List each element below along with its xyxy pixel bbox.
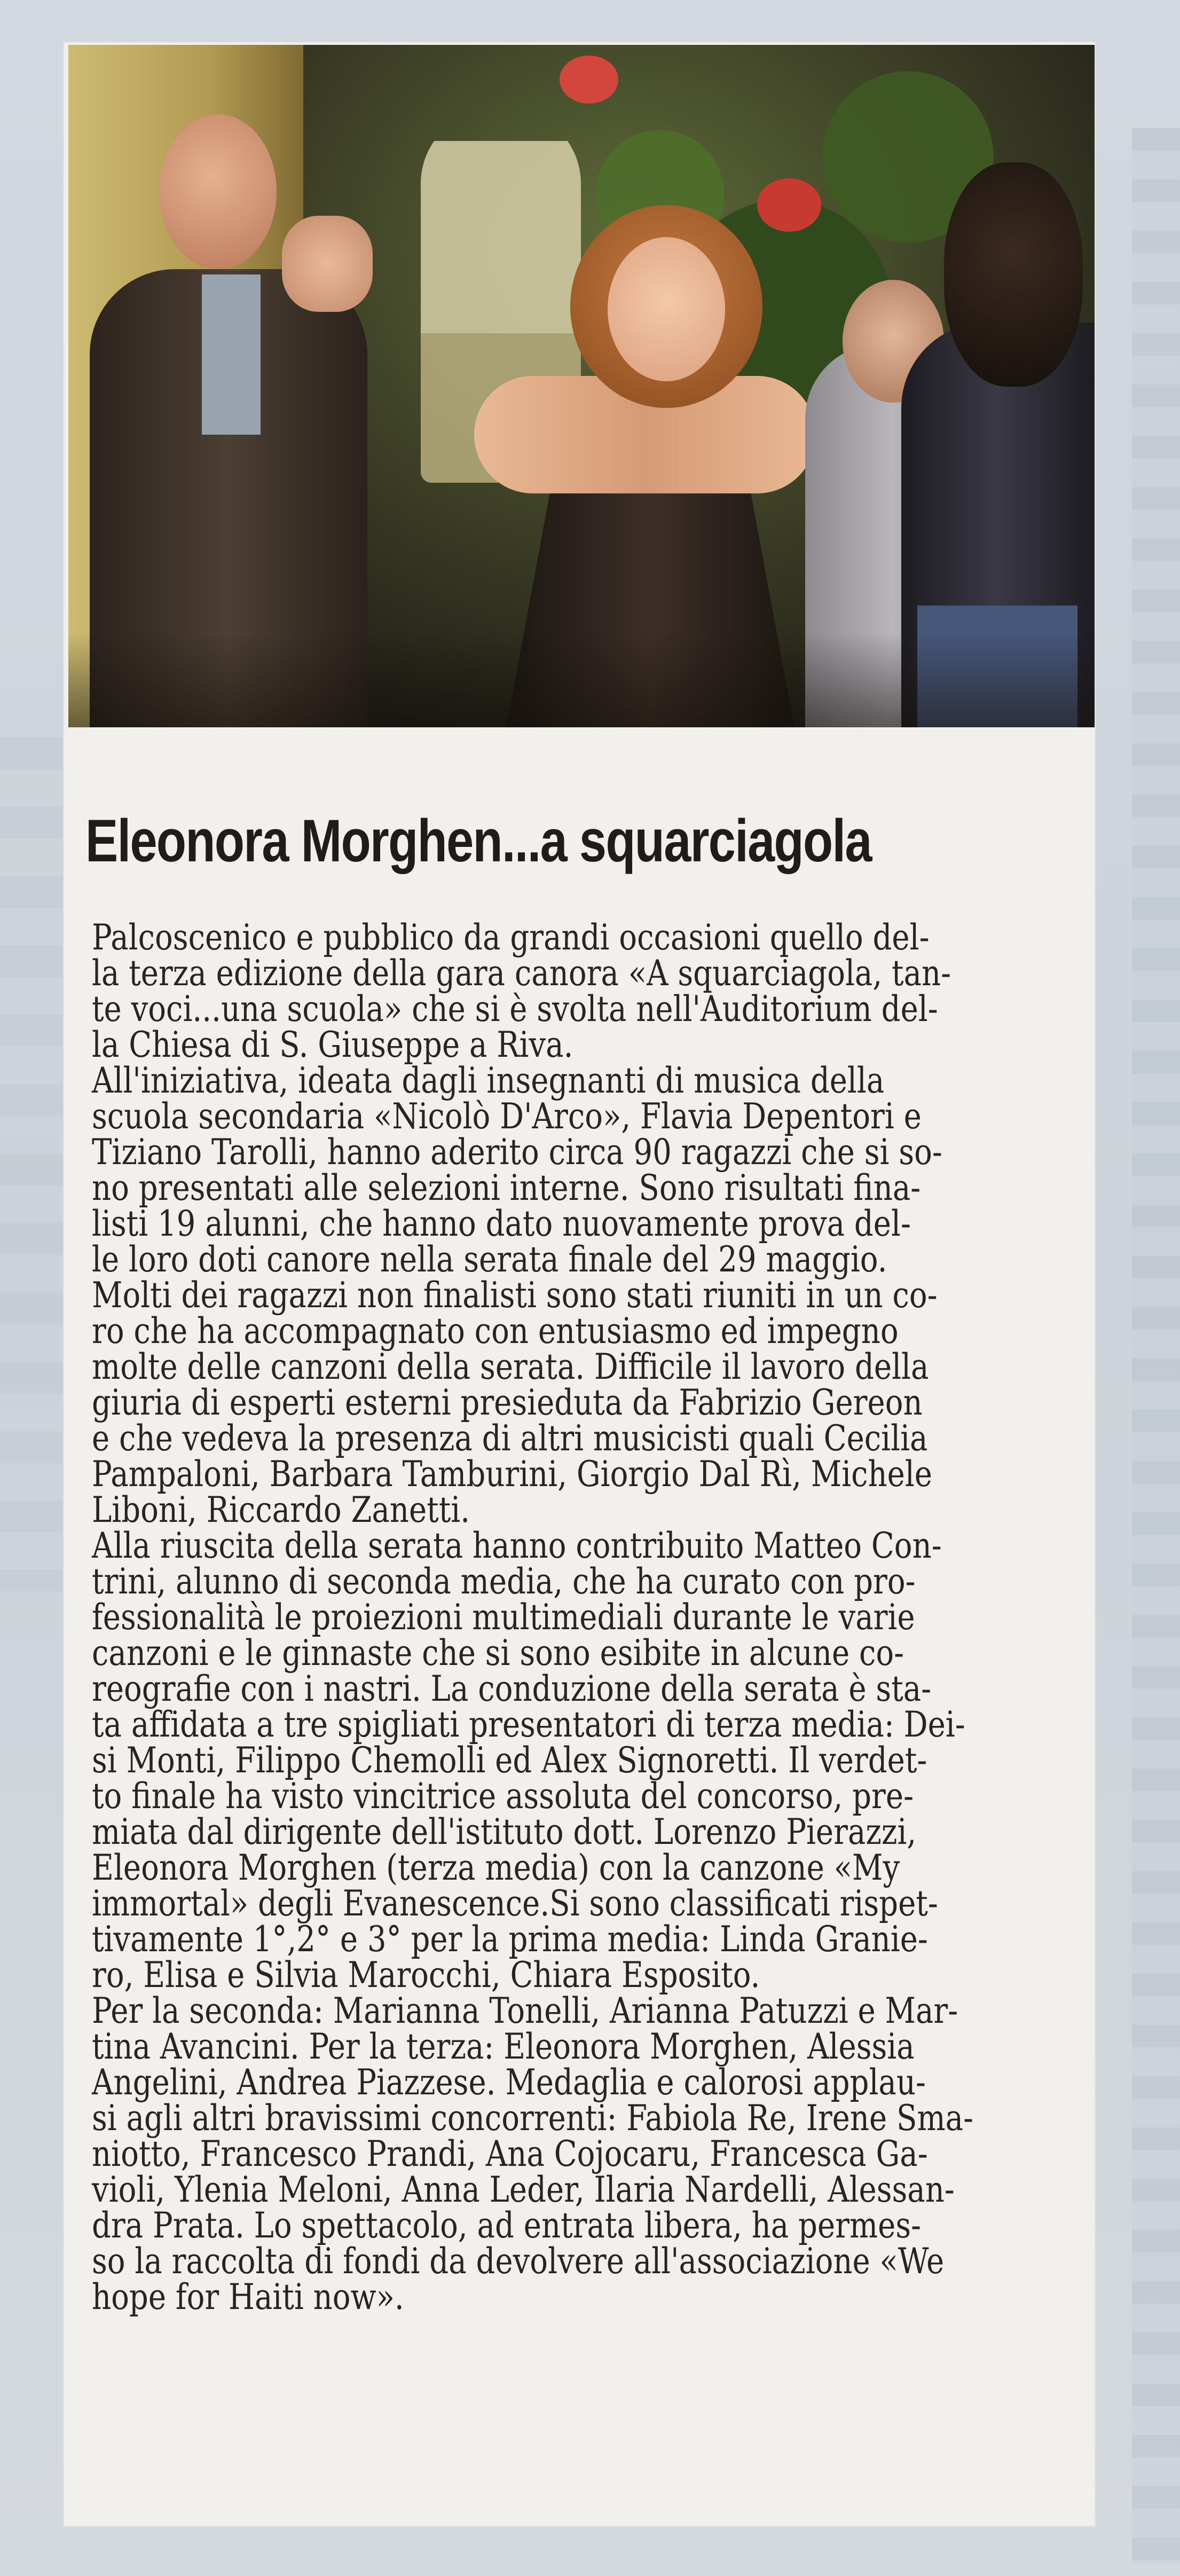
article-text-line: immortal» degli Evanescence.Si sono classificati rispet- <box>92 1883 938 1924</box>
article-text-line: Molti dei ragazzi non finalisti sono stati riuniti in un co- <box>92 1275 938 1316</box>
article-text-line: si Monti, Filippo Chemolli ed Alex Signoretti. Il verdet- <box>92 1740 927 1781</box>
article-text-line: hope for Haiti now». <box>92 2276 404 2318</box>
article-text-line: trini, alunno di seconda media, che ha curato con pro- <box>92 1561 916 1602</box>
article-text-line: Liboni, Riccardo Zanetti. <box>92 1489 470 1530</box>
article-text-line: so la raccolta di fondi da devolvere all'associazione «We <box>92 2241 945 2282</box>
article-text-line: canzoni e le ginnaste che si sono esibite in alcune co- <box>92 1632 904 1674</box>
photo-clapping-hands <box>282 216 373 312</box>
article-text-line: Palcoscenico e pubblico da grandi occasioni quello del- <box>92 917 930 958</box>
article-text-line: scuola secondaria «Nicolò D'Arco», Flavia Depentori e <box>92 1096 922 1137</box>
article-text-line: te voci...una scuola» che si è svolta nell'Auditorium del- <box>92 988 938 1030</box>
article-text-line: to finale ha visto vincitrice assoluta del concorso, pre- <box>92 1776 914 1817</box>
article-text-line: dra Prata. Lo spettacolo, ad entrata libera, ha permes- <box>92 2205 922 2246</box>
article-text-line: listi 19 alunni, che hanno dato nuovamente prova del- <box>92 1203 911 1244</box>
photo-crowd-shadow <box>68 632 1095 727</box>
article-photo <box>68 45 1095 727</box>
article-text-line: le loro doti canore nella serata finale del 29 maggio. <box>92 1239 887 1280</box>
adjacent-column-bleed-right <box>1132 128 1180 2563</box>
article-text-line: e che vedeva la presenza di altri musicisti quali Cecilia <box>92 1418 928 1459</box>
article-text-line: Eleonora Morghen (terza media) con la canzone «My <box>92 1847 900 1888</box>
article-text-line: violi, Ylenia Meloni, Anna Leder, Ilaria Nardelli, Alessan- <box>92 2169 955 2210</box>
photo-flower <box>757 178 821 232</box>
article-text-line: tivamente 1°,2° e 3° per la prima media: Linda Granie- <box>92 1919 928 1960</box>
article-text-line: Alla riuscita della serata hanno contribuito Matteo Con- <box>92 1525 942 1566</box>
article-text-line: niotto, Francesco Prandi, Ana Cojocaru, Francesca Ga- <box>92 2133 928 2174</box>
article-text-line: Pampaloni, Barbara Tamburini, Giorgio Dal Rì, Michele <box>92 1454 933 1495</box>
photo-man-shirt <box>202 274 261 435</box>
article-text-line: si agli altri bravissimi concorrenti: Fabiola Re, Irene Sma- <box>92 2098 974 2139</box>
photo-man-head <box>159 114 277 269</box>
article-text-line: la Chiesa di S. Giuseppe a Riva. <box>92 1024 573 1065</box>
article-text-line: la terza edizione della gara canora «A squarciagola, tan- <box>92 953 951 994</box>
article-text-line: Angelini, Andrea Piazzese. Medaglia e calorosi applau- <box>92 2062 926 2103</box>
article-body <box>92 917 1090 2318</box>
article-text-line: giuria di esperti esterni presieduta da Fabrizio Gereon <box>92 1382 923 1423</box>
article-text-line: no presentati alle selezioni interne. Sono risultati fina- <box>92 1167 921 1208</box>
photo-man-right-hair <box>944 162 1083 387</box>
photo-flower <box>560 56 618 104</box>
article-text-line: molte delle canzoni della serata. Difficile il lavoro della <box>92 1346 929 1387</box>
article-text-line: ta affidata a tre spigliati presentatori di terza media: Dei- <box>92 1704 965 1745</box>
article-text-line: Tiziano Tarolli, hanno aderito circa 90 ragazzi che si so- <box>92 1132 942 1173</box>
article-text-line: fessionalità le proiezioni multimediali durante le varie <box>92 1597 915 1638</box>
article-text-line: All'iniziativa, ideata dagli insegnanti di musica della <box>92 1060 885 1101</box>
article-text-line: ro che ha accompagnato con entusiasmo ed impegno <box>92 1310 899 1352</box>
article-text-line: miata dal dirigente dell'istituto dott. Lorenzo Pierazzi, <box>92 1811 917 1852</box>
article-text-line: tina Avancini. Per la terza: Eleonora Morghen, Alessia <box>92 2026 915 2067</box>
photo-girl-face <box>608 237 725 381</box>
article-text-line: ro, Elisa e Silvia Marocchi, Chiara Esposito. <box>92 1954 760 1996</box>
article-text-line: reografie con i nastri. La conduzione della serata è sta- <box>92 1668 932 1709</box>
article-text-line: Per la seconda: Marianna Tonelli, Arianna Patuzzi e Mar- <box>92 1990 958 2031</box>
adjacent-column-bleed-left <box>0 737 75 1591</box>
article-headline: Eleonora Morghen...a squarciagola <box>85 807 871 874</box>
